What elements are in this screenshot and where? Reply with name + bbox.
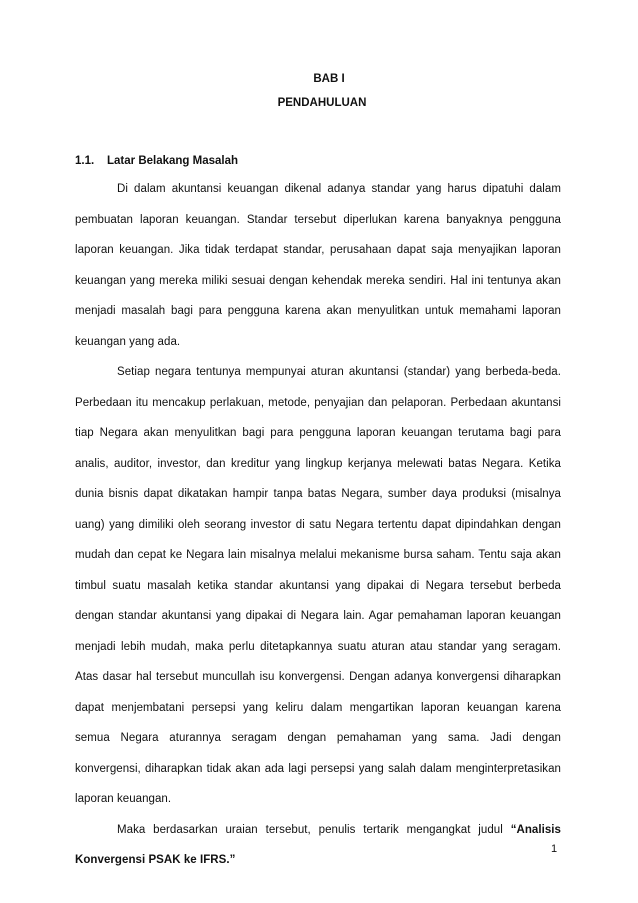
section-number: 1.1. bbox=[75, 155, 95, 167]
paragraph-3 bbox=[75, 815, 561, 876]
section-heading bbox=[75, 155, 238, 167]
body-text bbox=[75, 174, 561, 876]
page-number: 1 bbox=[551, 843, 558, 855]
chapter-label: BAB I bbox=[313, 73, 345, 85]
paragraph-2: Setiap negara tentunya mempunyai aturan akuntansi (standar) yang berbeda-beda. Perbedaan itu mencakup perlakuan, metode, penyajian dan pelaporan. Perbedaan akuntansi tiap Negara akan menyulitkan bagi para pengguna laporan keuangan terutama bagi para analis, auditor, investor, dan kreditur yang lingkup kerjanya melewati batas Negara. Ketika dunia bisnis dapat dikatakan hampir tanpa batas Negara, sumber daya produksi (misalnya uang) yang dimiliki oleh seorang investor di satu Negara tertentu dapat dipindahkan dengan mudah dan cepat ke Negara lain misalnya melalui mekanisme bursa saham. Tentu saja akan timbul suatu masalah ketika standar akuntansi yang dipakai di Negara tersebut berbeda dengan standar akuntansi yang dipakai di Negara lain. Agar pemahaman laporan keuangan menjadi lebih mudah, maka perlu ditetapkannya suatu aturan atau standar yang seragam. Atas dasar hal tersebut muncullah isu konvergensi. Dengan adanya konvergensi diharapkan dapat menjembatani persepsi yang keliru dalam mengartikan laporan keuangan karena semua Negara aturannya seragam dengan pemahaman yang sama. Jadi dengan konvergensi, diharapkan tidak akan ada lagi persepsi yang salah dalam menginterpretasikan laporan keuangan. bbox=[75, 366, 561, 805]
thesis-title: “Analisis Konvergensi PSAK ke IFRS.” bbox=[75, 823, 561, 866]
section-title: Latar Belakang Masalah bbox=[107, 155, 239, 167]
paragraph-3-text: Maka berdasarkan uraian tersebut, penulis tertarik mengangkat judul bbox=[117, 823, 511, 836]
chapter-title: PENDAHULUAN bbox=[277, 97, 367, 109]
paragraph-1: Di dalam akuntansi keuangan dikenal adanya standar yang harus dipatuhi dalam pembuatan laporan keuangan. Standar tersebut diperlukan karena banyaknya pengguna laporan keuangan. Jika tidak terdapat standar, perusahaan dapat saja menyajikan laporan keuangan yang mereka miliki sesuai dengan kehendak mereka sendiri. Hal ini tentunya akan menjadi masalah bagi para pengguna karena akan menyulitkan untuk memahami laporan keuangan yang ada. bbox=[75, 183, 561, 348]
